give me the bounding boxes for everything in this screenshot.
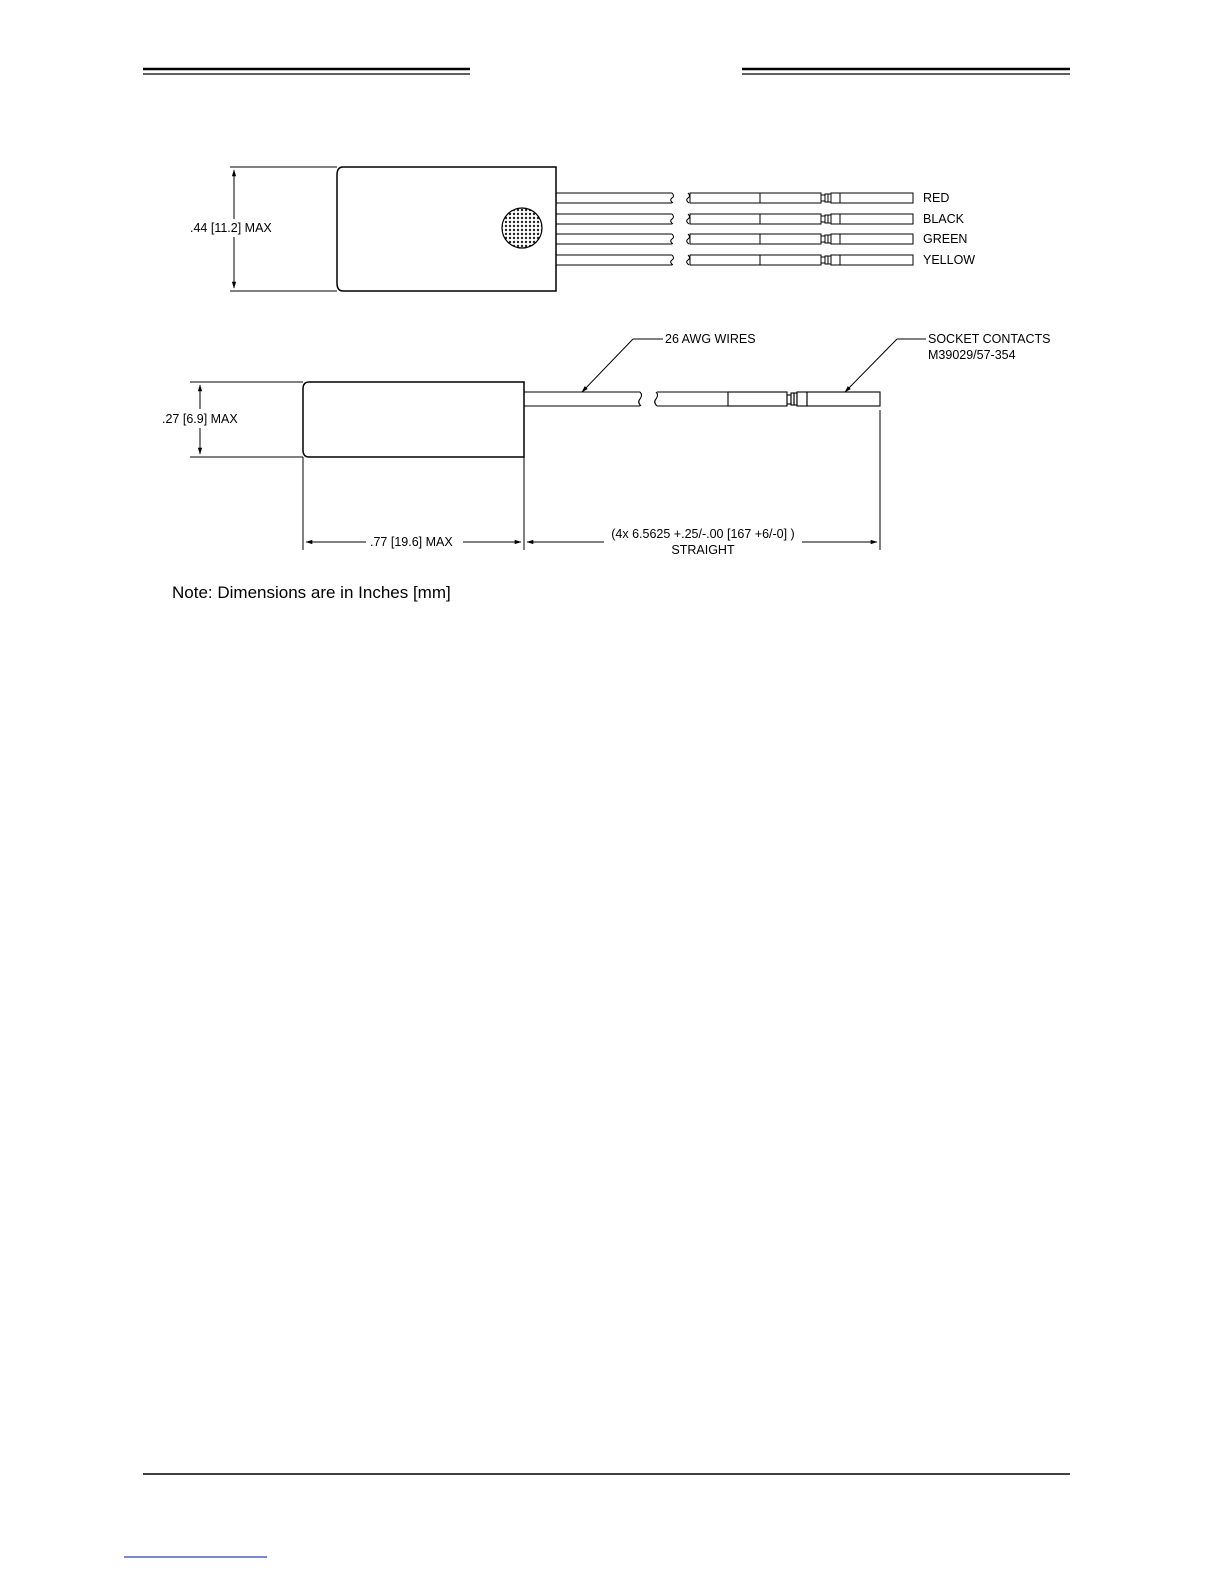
top-view [190,167,975,291]
wire-yellow [556,255,913,265]
wire-green [556,234,913,244]
dimension-note: Note: Dimensions are in Inches [mm] [172,583,451,602]
body-length-label: .77 [19.6] MAX [370,535,453,549]
header-rules [143,69,1070,74]
top-height-label: .44 [11.2] MAX [190,221,272,235]
lead-length-note: STRAIGHT [671,543,735,557]
lead-length-label: (4x 6.5625 +.25/-.00 [167 +6/-0] ) [611,527,795,541]
top-wires [556,191,975,267]
wire-black [556,214,913,224]
side-view-body [303,382,524,457]
wire-label-green: GREEN [923,232,968,246]
callout-leaders [582,339,926,392]
wire-label-yellow: YELLOW [923,253,976,267]
wire-red [556,193,913,203]
wire-label-black: BLACK [923,212,964,226]
side-view [162,332,1050,557]
contact-callout-line2: M39029/57-354 [928,348,1016,362]
wire-callout-label: 26 AWG WIRES [665,332,756,346]
side-wire [524,392,880,406]
side-height-label: .27 [6.9] MAX [162,412,238,426]
marking-dot [502,208,542,248]
contact-callout-line1: SOCKET CONTACTS [928,332,1051,346]
wire-label-red: RED [923,191,950,205]
